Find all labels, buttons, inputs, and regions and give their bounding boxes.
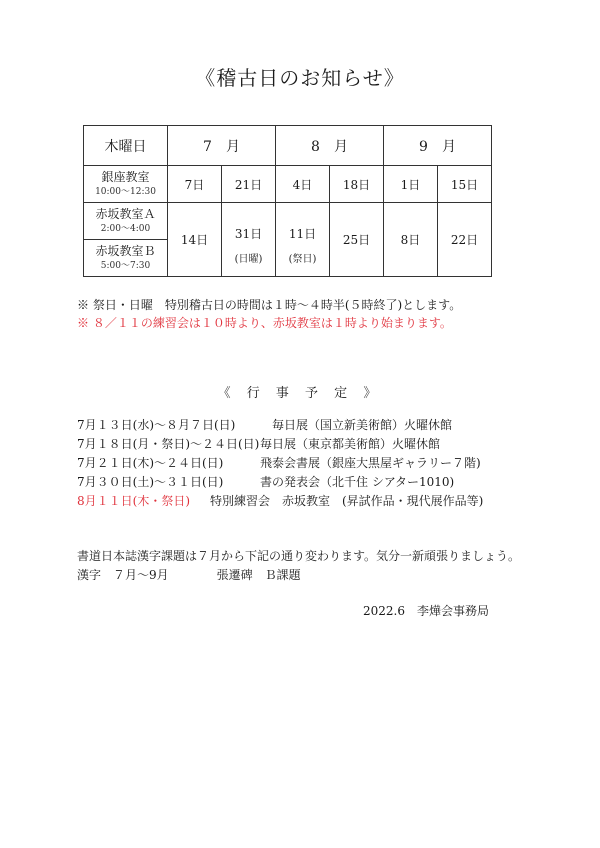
date-cell: 25日: [330, 203, 384, 277]
page-title: 《稽古日のお知らせ》: [195, 66, 405, 90]
room-time: 5:00〜7:30: [100, 261, 151, 271]
header-august: 8 月: [276, 126, 384, 166]
note-aug11: ※ ８／１１の練習会は１０時より、赤坂教室は１時より始まります。: [77, 316, 452, 330]
event-desc: 特別練習会 赤坂教室 (昇試作品・現代展作品等): [210, 494, 484, 508]
event-item: [77, 473, 454, 490]
room-name: 赤坂教室Ｂ: [95, 244, 156, 258]
event-desc: 毎日展（東京都美術館）火曜休館: [260, 437, 441, 451]
room-akasaka-a: [84, 203, 168, 240]
header-july: 7 月: [168, 126, 276, 166]
header-weekday: 木曜日: [84, 126, 168, 166]
date-note: (日曜): [234, 253, 263, 265]
room-akasaka-b: [84, 240, 168, 277]
date-value: 11日: [288, 226, 317, 241]
date-note: (祭日): [288, 253, 317, 265]
note-holiday-hours: ※ 祭日・日曜 特別稽古日の時間は１時〜４時半(５時終了)とします。: [77, 298, 462, 312]
event-item: [77, 416, 452, 433]
event-date: 7月１８日(月・祭日)〜２４日(日): [77, 437, 260, 451]
room-name: 銀座教室: [101, 170, 150, 184]
date-cell: 8日: [384, 203, 438, 277]
date-cell: 14日: [168, 203, 222, 277]
event-item: [77, 435, 440, 452]
date-cell: 15日: [438, 166, 492, 203]
date-cell: 21日: [222, 166, 276, 203]
table-row-ginza: [84, 166, 492, 203]
event-desc: 飛泰会書展（銀座大黒屋ギャラリー７階): [260, 456, 481, 470]
event-desc: 毎日展（国立新美術館）火曜休館: [260, 418, 453, 432]
room-time: 2:00〜4:00: [100, 224, 151, 234]
date-cell-jul31: [222, 203, 276, 277]
table-header-row: [84, 126, 492, 166]
event-date: 7月３０日(土)〜３１日(日): [77, 475, 224, 489]
room-name: 赤坂教室Ａ: [95, 207, 156, 221]
kadai-detail: 漢字 ７月〜9月 張遷碑 Ｂ課題: [77, 568, 301, 582]
date-cell-aug11: [276, 203, 330, 277]
event-date: 7月１３日(水)〜８月７日(日): [77, 418, 236, 432]
date-value: 31日: [234, 226, 263, 241]
events-title: 《 行 事 予 定 》: [217, 386, 383, 401]
event-date: 7月２１日(木)〜２４日(日): [77, 456, 224, 470]
date-cell: 22日: [438, 203, 492, 277]
kadai-announcement: 書道日本誌漢字課題は７月から下記の通り変わります。気分一新頑張りましょう。: [77, 549, 521, 563]
schedule-table: [83, 125, 492, 277]
room-ginza: [84, 166, 168, 203]
date-cell: 18日: [330, 166, 384, 203]
event-date: 8月１１日(木・祭日): [77, 494, 190, 508]
event-item-special: [77, 492, 483, 509]
room-time: 10:00〜12:30: [95, 187, 156, 197]
header-september: 9 月: [384, 126, 492, 166]
date-cell: 1日: [384, 166, 438, 203]
date-cell: 7日: [168, 166, 222, 203]
event-item: [77, 454, 481, 471]
footer-signature: 2022.6 李燁会事務局: [363, 604, 489, 618]
date-cell: 4日: [276, 166, 330, 203]
table-row-akasaka-a: [84, 203, 492, 240]
event-desc: 書の発表会（北千住 シアター1010): [260, 475, 455, 489]
